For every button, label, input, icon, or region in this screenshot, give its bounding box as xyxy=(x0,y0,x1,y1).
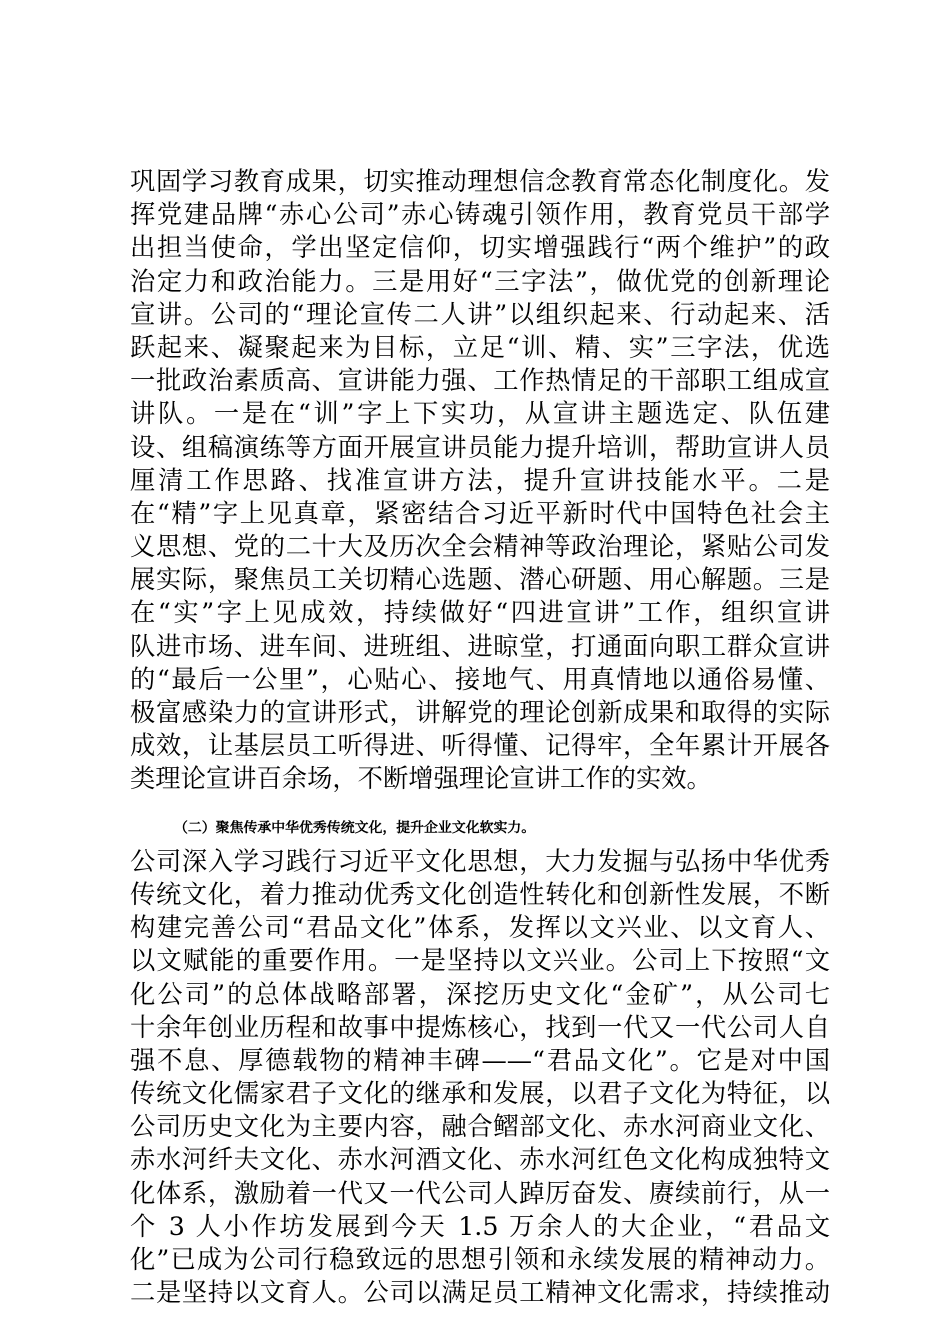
text-line: 化”已成为公司行稳致远的思想引领和永续发展的精神动力。 xyxy=(130,1245,830,1274)
text-line: 在“实”字上见成效，持续做好“四进宣讲”工作，组织宣讲 xyxy=(130,598,830,628)
text-line: 构建完善公司“君品文化”体系，发挥以文兴业、以文育人、 xyxy=(130,913,830,943)
text-line: 讲队。一是在“训”字上下实功，从宣讲主题选定、队伍建 xyxy=(130,399,830,429)
text-line: 传统文化，着力推动优秀文化创造性转化和创新性发展，不断 xyxy=(130,879,830,909)
text-line: 展实际，聚焦员工关切精心选题、潜心研题、用心解题。三是 xyxy=(130,565,830,595)
text-line: 一批政治素质高、宣讲能力强、工作热情足的干部职工组成宣 xyxy=(130,366,830,396)
text-line: 的“最后一公里”，心贴心、接地气、用真情地以通俗易懂、 xyxy=(130,664,830,694)
text-line: 成效，让基层员工听得进、听得懂、记得牢，全年累计开展各 xyxy=(130,731,830,761)
text-line: 强不息、厚德载物的精神丰碑——“君品文化”。它是对中国 xyxy=(130,1045,830,1075)
text-line: 义思想、党的二十大及历次全会精神等政治理论，紧贴公司发 xyxy=(130,532,830,562)
text-line: 二是坚持以文育人。公司以满足员工精神文化需求，持续推动 xyxy=(130,1278,830,1308)
text-line: 出担当使命，学出坚定信仰，切实增强践行“两个维护”的政 xyxy=(130,233,830,263)
text-line: 十余年创业历程和故事中提炼核心，找到一代又一代公司人自 xyxy=(130,1012,830,1042)
text-line: 在“精”字上见真章，紧密结合习近平新时代中国特色社会主 xyxy=(130,498,830,528)
text-line: 巩固学习教育成果，切实推动理想信念教育常态化制度化。发 xyxy=(130,167,830,196)
text-line: 个 3 人小作坊发展到今天 1.5 万余人的大企业，“君品文 xyxy=(130,1211,830,1241)
text-line: 跃起来、凝聚起来为目标，立足“训、精、实”三字法，优选 xyxy=(130,332,830,362)
text-line: 极富感染力的宣讲形式，讲解党的理论创新成果和取得的实际 xyxy=(130,698,830,727)
text-line: 传统文化儒家君子文化的继承和发展，以君子文化为特征，以 xyxy=(130,1079,830,1109)
section-heading: （二）聚焦传承中华优秀传统文化，提升企业文化软实力。 xyxy=(174,819,536,836)
text-line: 队进市场、进车间、进班组、进晾堂，打通面向职工群众宣讲 xyxy=(130,631,830,661)
text-line: 挥党建品牌“赤心公司”赤心铸魂引领作用，教育党员干部学 xyxy=(130,200,830,230)
text-line: 公司深入学习践行习近平文化思想，大力发掘与弘扬中华优秀 xyxy=(130,846,830,876)
paragraph-gap xyxy=(130,796,830,812)
paragraph-1 xyxy=(130,165,830,796)
text-line: 以文赋能的重要作用。一是坚持以文兴业。公司上下按照“文 xyxy=(130,946,830,976)
text-line: 设、组稿演练等方面开展宣讲员能力提升培训，帮助宣讲人员 xyxy=(130,432,830,462)
text-line: 赤水河纤夫文化、赤水河酒文化、赤水河红色文化构成独特文 xyxy=(130,1145,830,1175)
text-line: 类理论宣讲百余场，不断增强理论宣讲工作的实效。 xyxy=(130,764,712,794)
text-line: 化体系，激励着一代又一代公司人踔厉奋发、赓续前行，从一 xyxy=(130,1178,830,1208)
text-line: 公司历史文化为主要内容，融合鳛部文化、赤水河商业文化、 xyxy=(130,1112,830,1142)
document-body xyxy=(130,165,830,1309)
text-line: 化公司”的总体战略部署，深挖历史文化“金矿”，从公司七 xyxy=(130,979,830,1009)
text-line: 厘清工作思路、找准宣讲方法，提升宣讲技能水平。二是 xyxy=(130,465,830,495)
text-line: 宣讲。公司的“理论宣传二人讲”以组织起来、行动起来、活 xyxy=(130,299,830,329)
section-2 xyxy=(130,812,830,1310)
text-line: 治定力和政治能力。三是用好“三字法”，做优党的创新理论 xyxy=(130,266,830,296)
